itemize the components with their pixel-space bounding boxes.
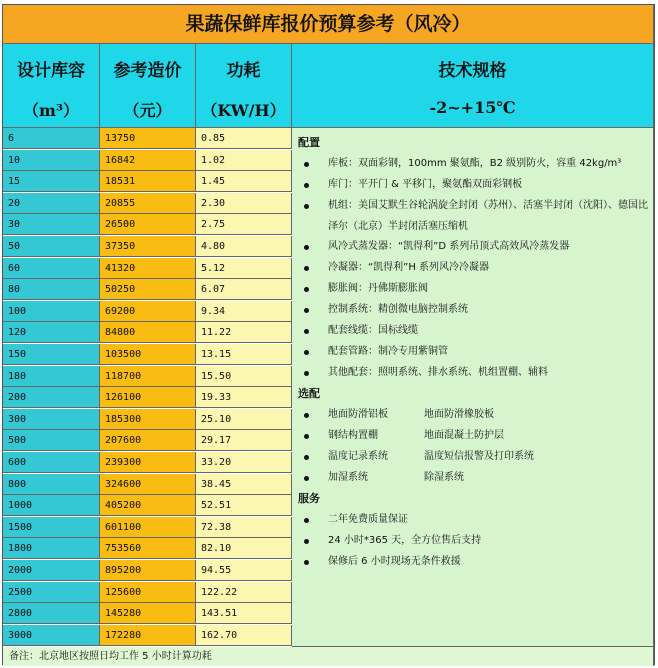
capacity-cell: 100 xyxy=(3,301,100,322)
power-cell: 82.10 xyxy=(196,538,292,559)
capacity-cell: 1500 xyxy=(3,517,100,538)
config-item-text: 配套线缆：国标线缆 xyxy=(328,325,418,336)
service-item xyxy=(298,552,649,573)
config-item xyxy=(298,237,649,258)
power-cell: 25.10 xyxy=(196,409,292,430)
capacity-cell: 150 xyxy=(3,344,100,365)
capacity-cell: 3000 xyxy=(3,625,100,646)
bullet-icon xyxy=(304,518,309,523)
config-item xyxy=(298,196,649,237)
table-row xyxy=(3,560,292,581)
bullet-icon xyxy=(304,476,309,481)
config-item xyxy=(298,279,649,300)
power-cell: 33.20 xyxy=(196,452,292,473)
header-power xyxy=(196,44,292,128)
cost-cell: 126100 xyxy=(100,387,196,408)
table-row xyxy=(3,193,292,214)
capacity-cell: 500 xyxy=(3,430,100,451)
cost-cell: 145280 xyxy=(100,603,196,624)
cost-cell: 239300 xyxy=(100,452,196,473)
bullet-icon xyxy=(304,539,309,544)
config-item-text: 膨胀阀：丹佛斯膨胀阀 xyxy=(328,283,428,294)
cost-cell: 18531 xyxy=(100,171,196,192)
table-row xyxy=(3,279,292,300)
capacity-cell: 1000 xyxy=(3,495,100,516)
service-item-text: 保修后 6 小时现场无条件救援 xyxy=(328,556,461,567)
bullet-icon xyxy=(304,350,309,355)
config-item xyxy=(298,258,649,279)
capacity-cell: 10 xyxy=(3,150,100,171)
power-cell: 29.17 xyxy=(196,430,292,451)
config-item-text: 配套管路：制冷专用紫铜管 xyxy=(328,346,448,357)
config-item xyxy=(298,342,649,363)
cost-cell: 172280 xyxy=(100,625,196,646)
cost-cell: 324600 xyxy=(100,474,196,495)
capacity-cell: 80 xyxy=(3,279,100,300)
capacity-cell: 180 xyxy=(3,366,100,387)
service-item-text: 24 小时*365 天，全方位售后支持 xyxy=(328,535,482,546)
service-item-text: 二年免费质量保证 xyxy=(328,514,408,525)
bullet-icon xyxy=(304,560,309,565)
capacity-cell: 30 xyxy=(3,214,100,235)
capacity-cell: 15 xyxy=(3,171,100,192)
capacity-cell: 120 xyxy=(3,322,100,343)
header-capacity-label: 设计库容 xyxy=(17,61,85,81)
bullet-icon xyxy=(304,245,309,250)
capacity-cell: 2000 xyxy=(3,560,100,581)
table-row xyxy=(3,322,292,343)
power-cell: 1.45 xyxy=(196,171,292,192)
bullet-icon xyxy=(304,413,309,418)
header-spec-label: 技术规格 xyxy=(438,61,507,81)
option-item xyxy=(298,468,649,489)
cost-cell: 26500 xyxy=(100,214,196,235)
bullet-icon xyxy=(304,455,309,460)
power-cell: 19.33 xyxy=(196,387,292,408)
option-item-text: 除湿系统 xyxy=(424,472,464,483)
table-title: 果蔬保鲜库报价预算参考（风冷） xyxy=(3,5,654,44)
power-cell: 15.50 xyxy=(196,366,292,387)
config-item-text: 机组：美国艾默生谷轮涡旋全封闭（苏州）、活塞半封闭（沈阳）、德国比泽尔（北京）半封闭活塞压缩机 xyxy=(328,200,648,232)
power-cell: 0.85 xyxy=(196,128,292,149)
bullet-icon xyxy=(304,183,309,188)
service-section-title: 服务 xyxy=(298,492,320,505)
cost-cell: 185300 xyxy=(100,409,196,430)
power-cell: 6.07 xyxy=(196,279,292,300)
cost-cell: 753560 xyxy=(100,538,196,559)
capacity-cell: 60 xyxy=(3,258,100,279)
power-cell: 13.15 xyxy=(196,344,292,365)
cost-cell: 601100 xyxy=(100,517,196,538)
bullet-icon xyxy=(304,329,309,334)
table-row xyxy=(3,430,292,451)
capacity-cell: 200 xyxy=(3,387,100,408)
cost-cell: 118700 xyxy=(100,366,196,387)
cost-cell: 37350 xyxy=(100,236,196,257)
capacity-cell: 50 xyxy=(3,236,100,257)
power-cell: 143.51 xyxy=(196,603,292,624)
options-section-title: 选配 xyxy=(298,387,320,400)
option-item-text: 地面防滑橡胶板 xyxy=(424,409,494,420)
config-section-title: 配置 xyxy=(298,136,320,149)
bullet-icon xyxy=(304,434,309,439)
power-cell: 38.45 xyxy=(196,474,292,495)
cost-cell: 41320 xyxy=(100,258,196,279)
table-row xyxy=(3,625,292,646)
config-item-text: 其他配套：照明系统、排水系统、机组置棚、辅料 xyxy=(328,367,548,378)
spec-panel xyxy=(292,128,654,647)
header-power-unit: （KW/H） xyxy=(201,101,286,120)
config-item xyxy=(298,300,649,321)
service-item xyxy=(298,531,649,552)
option-item-text: 地面混凝土防护层 xyxy=(424,430,504,441)
table-row xyxy=(3,258,292,279)
cost-cell: 103500 xyxy=(100,344,196,365)
table-row xyxy=(3,236,292,257)
capacity-cell: 6 xyxy=(3,128,100,149)
table-row xyxy=(3,452,292,473)
config-item xyxy=(298,321,649,342)
bullet-icon xyxy=(304,204,309,209)
capacity-cell: 2800 xyxy=(3,603,100,624)
power-cell: 1.02 xyxy=(196,150,292,171)
option-item-text: 加湿系统 xyxy=(328,472,368,483)
table-row xyxy=(3,344,292,365)
table-row xyxy=(3,301,292,322)
cost-cell: 84800 xyxy=(100,322,196,343)
table-row xyxy=(3,366,292,387)
cost-cell: 16842 xyxy=(100,150,196,171)
table-row xyxy=(3,409,292,430)
table-row xyxy=(3,474,292,495)
cost-cell: 207600 xyxy=(100,430,196,451)
power-cell: 4.80 xyxy=(196,236,292,257)
power-cell: 9.34 xyxy=(196,301,292,322)
config-list xyxy=(298,154,649,384)
capacity-cell: 20 xyxy=(3,193,100,214)
capacity-cell: 2500 xyxy=(3,582,100,603)
cost-cell: 125600 xyxy=(100,582,196,603)
bullet-icon xyxy=(304,266,309,271)
header-spec-range: -2~+15℃ xyxy=(429,98,516,117)
config-item xyxy=(298,154,649,175)
table-row xyxy=(3,495,292,516)
config-item xyxy=(298,363,649,384)
bullet-icon xyxy=(304,308,309,313)
config-item-text: 库门：平开门 & 平移门，聚氨酯双面彩钢板 xyxy=(328,179,523,190)
power-cell: 2.75 xyxy=(196,214,292,235)
config-item-text: 冷凝器：“凯得利”H 系列风冷冷凝器 xyxy=(328,262,490,273)
config-item xyxy=(298,175,649,196)
power-cell: 122.22 xyxy=(196,582,292,603)
header-cost xyxy=(100,44,196,128)
option-item-text: 地面防滑铝板 xyxy=(328,409,388,420)
power-cell: 72.38 xyxy=(196,517,292,538)
cost-cell: 895200 xyxy=(100,560,196,581)
table-row xyxy=(3,214,292,235)
capacity-cell: 1800 xyxy=(3,538,100,559)
service-list xyxy=(298,510,649,573)
capacity-cell: 600 xyxy=(3,452,100,473)
header-capacity-unit: （m³） xyxy=(23,101,79,120)
table-row xyxy=(3,538,292,559)
cost-cell: 13750 xyxy=(100,128,196,149)
table-row xyxy=(3,603,292,624)
cost-cell: 20855 xyxy=(100,193,196,214)
option-item xyxy=(298,426,649,447)
option-item-text: 温度短信报警及打印系统 xyxy=(424,451,534,462)
option-item xyxy=(298,447,649,468)
power-cell: 11.22 xyxy=(196,322,292,343)
config-item-text: 风冷式蒸发器：“凯得利”D 系列吊顶式高效风冷蒸发器 xyxy=(328,241,570,252)
cost-cell: 69200 xyxy=(100,301,196,322)
bullet-icon xyxy=(304,162,309,167)
power-cell: 52.51 xyxy=(196,495,292,516)
config-item-text: 库板：双面彩钢，100mm 聚氨酯，B2 级别防火，容重 42kg/m³ xyxy=(328,158,622,169)
option-item-text: 温度记录系统 xyxy=(328,451,388,462)
power-cell: 162.70 xyxy=(196,625,292,646)
options-list xyxy=(298,405,649,489)
table-row xyxy=(3,387,292,408)
cost-cell: 50250 xyxy=(100,279,196,300)
power-cell: 5.12 xyxy=(196,258,292,279)
header-cost-label: 参考造价 xyxy=(113,61,182,81)
header-spec xyxy=(292,44,654,128)
bullet-icon xyxy=(304,371,309,376)
table-row xyxy=(3,517,292,538)
header-cost-unit: （元） xyxy=(123,101,172,120)
table-row xyxy=(3,171,292,192)
capacity-cell: 800 xyxy=(3,474,100,495)
table-row xyxy=(3,128,292,149)
config-item-text: 控制系统：精创微电脑控制系统 xyxy=(328,304,468,315)
footnote: 备注：北京地区按照日均工作 5 小时计算功耗 xyxy=(3,647,654,666)
option-item-text: 钢结构置棚 xyxy=(328,430,378,441)
header-power-label: 功耗 xyxy=(226,61,261,81)
table-row xyxy=(3,582,292,603)
power-cell: 2.30 xyxy=(196,193,292,214)
table-row xyxy=(3,150,292,171)
header-capacity xyxy=(3,44,100,128)
capacity-cell: 300 xyxy=(3,409,100,430)
cost-cell: 405200 xyxy=(100,495,196,516)
option-item xyxy=(298,405,649,426)
price-table xyxy=(2,4,655,665)
bullet-icon xyxy=(304,287,309,292)
power-cell: 94.55 xyxy=(196,560,292,581)
service-item xyxy=(298,510,649,531)
